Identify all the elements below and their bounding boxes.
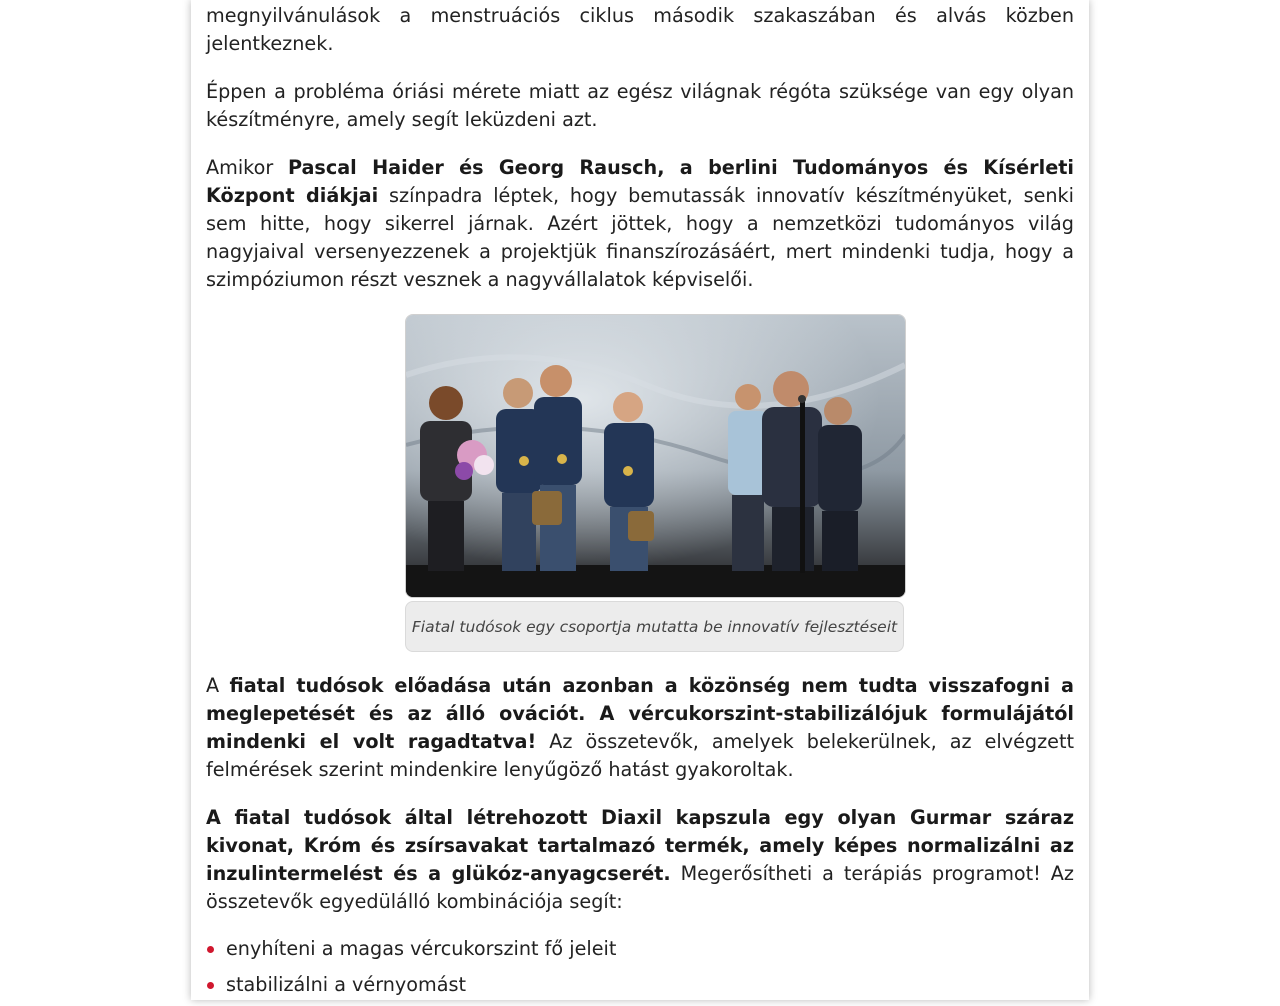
paragraph-presentation-rest: színpadra léptek, hogy bemutassák innovatív készítményüket, senki sem hitte, hogy sikerrel járnak. Azért jöttek, hogy a nemzetközi tudományos világ nagyjaival versenyezzenek a projektjük finanszírozásáért, mert mindenki tudja, hogy a szimpóziumon részt vesznek a nagyvállalatok képviselői. <box>206 184 1074 291</box>
paragraph-need <box>206 78 1074 134</box>
scientists-photo-illustration <box>406 315 905 597</box>
paragraph-product-rest: Megerősítheti a terápiás programot! Az összetevők egyedülálló kombinációja segít: <box>206 862 1074 913</box>
bullet-dot-icon <box>207 946 214 953</box>
paragraph-symptoms-text: megnyilvánulások a menstruációs ciklus második szakaszában és alvás közben jelentkeznek. <box>206 4 1074 55</box>
paragraph-need-text: Éppen a probléma óriási mérete miatt az egész világnak régóta szüksége van egy olyan készítményre, amely segít leküzdeni azt. <box>206 80 1074 131</box>
list-item-text: enyhíteni a magas vércukorszint fő jeleit <box>226 937 617 960</box>
paragraph-product <box>206 804 1074 916</box>
article-page <box>191 0 1089 1000</box>
paragraph-ovation-lead: A <box>206 674 230 697</box>
paragraph-presentation-lead: Amikor <box>206 156 288 179</box>
list-item-text: stabilizálni a vérnyomást <box>226 973 466 996</box>
paragraph-symptoms <box>206 2 1074 58</box>
paragraph-ovation-rest: Az összetevők, amelyek belekerülnek, az elvégzett felmérések szerint mindenkire lenyűgöző hatást gyakoroltak. <box>206 730 1075 781</box>
photo-caption-text: Fiatal tudósok egy csoportja mutatta be innovatív fejlesztéseit <box>411 617 898 636</box>
paragraph-ovation-bold: fiatal tudósok előadása után azonban a közönség nem tudta visszafogni a meglepetését és az álló ovációt. A vércukorszint-stabilizálójuk formulájától mindenki el volt ragadtatva! <box>206 674 1075 753</box>
paragraph-product-bold: A fiatal tudósok által létrehozott Diaxil kapszula egy olyan Gurmar száraz kivonat, Króm és zsírsavakat tartalmazó termék, amely képes normalizálni az inzulintermelést és a glükóz-anyagcserét. <box>206 806 1074 885</box>
paragraph-presentation <box>206 154 1074 294</box>
benefits-list <box>206 934 616 1006</box>
bullet-dot-icon <box>207 982 214 989</box>
list-item <box>206 970 616 1000</box>
scientists-photo <box>405 314 906 598</box>
paragraph-presentation-bold: Pascal Haider és Georg Rausch, a berlini Tudományos és Kísérleti Központ diákjai <box>206 156 1074 207</box>
photo-caption <box>405 601 904 652</box>
paragraph-ovation <box>206 672 1074 784</box>
list-item <box>206 934 616 964</box>
